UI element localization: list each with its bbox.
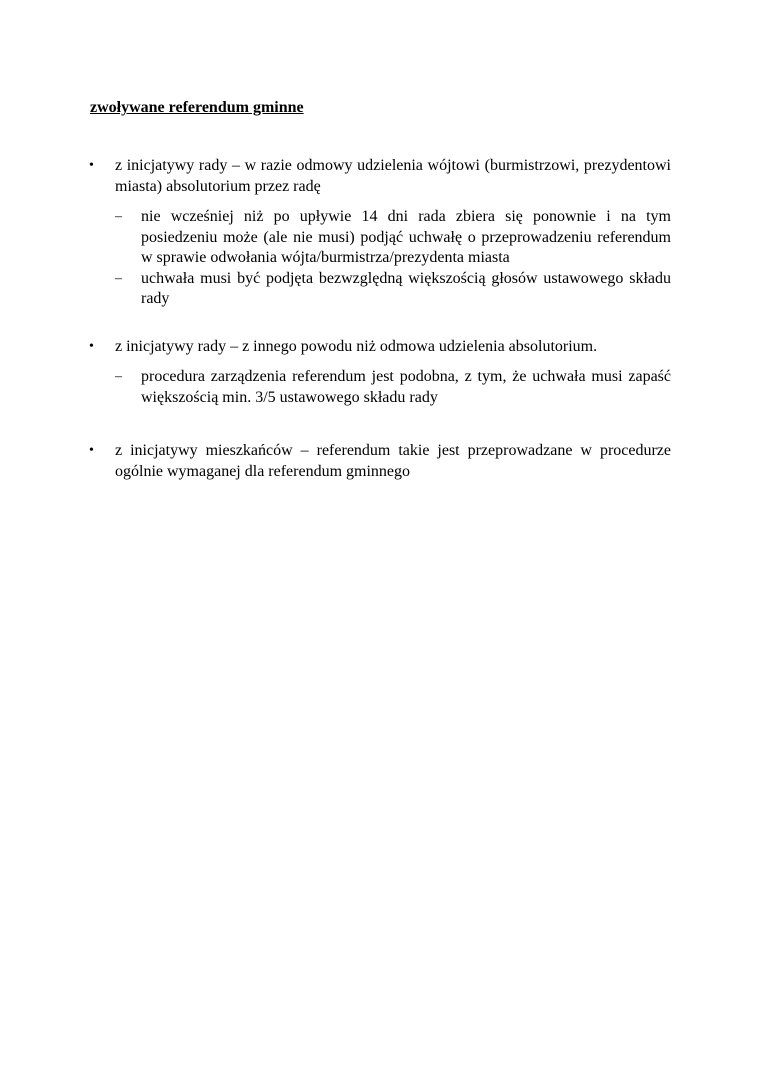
bullet-icon: • (89, 443, 94, 458)
section-heading: zwoływane referendum gminne (90, 99, 304, 116)
bullet-row (89, 155, 671, 197)
bullet-item (89, 440, 671, 482)
bullet-icon: • (89, 158, 94, 173)
sub-item (89, 269, 671, 310)
bullet-row (89, 440, 671, 482)
bullet-text: z inicjatywy rady – z innego powodu niż odmowa udzielenia absolutorium. (115, 338, 598, 355)
bullet-item (89, 155, 671, 310)
bullet-text: z inicjatywy rady – w razie odmowy udzielenia wójtowi (burmistrzowi, prezydentowi miasta) absolutorium przez radę (115, 157, 671, 195)
sub-list (89, 367, 671, 408)
bullet-icon: • (89, 339, 94, 354)
sub-item-text: procedura zarządzenia referendum jest podobna, z tym, że uchwała musi zapaść większością min. 3/5 ustawowego składu rady (141, 368, 671, 406)
dash-icon: – (115, 209, 122, 224)
dash-icon: – (115, 369, 122, 384)
bullet-item (89, 336, 671, 408)
bullet-text: z inicjatywy mieszkańców – referendum takie jest przeprowadzane w procedurze ogólnie wymaganej dla referendum gminnego (115, 442, 671, 480)
dash-icon: – (115, 270, 122, 286)
sub-item-text: nie wcześniej niż po upływie 14 dni rada zbiera się ponownie i na tym posiedzeniu może (ale nie musi) podjąć uchwałę o przeprowadzeniu referendum w sprawie odwołania wójta/burmistrza/prezydenta miasta (141, 208, 671, 266)
bullet-row (89, 336, 671, 357)
sub-item-text: uchwała musi być podjęta bezwzględną większością głosów ustawowego składu rady (141, 269, 671, 307)
sub-item (89, 207, 671, 269)
sub-item (89, 367, 671, 408)
sub-list (89, 207, 671, 310)
